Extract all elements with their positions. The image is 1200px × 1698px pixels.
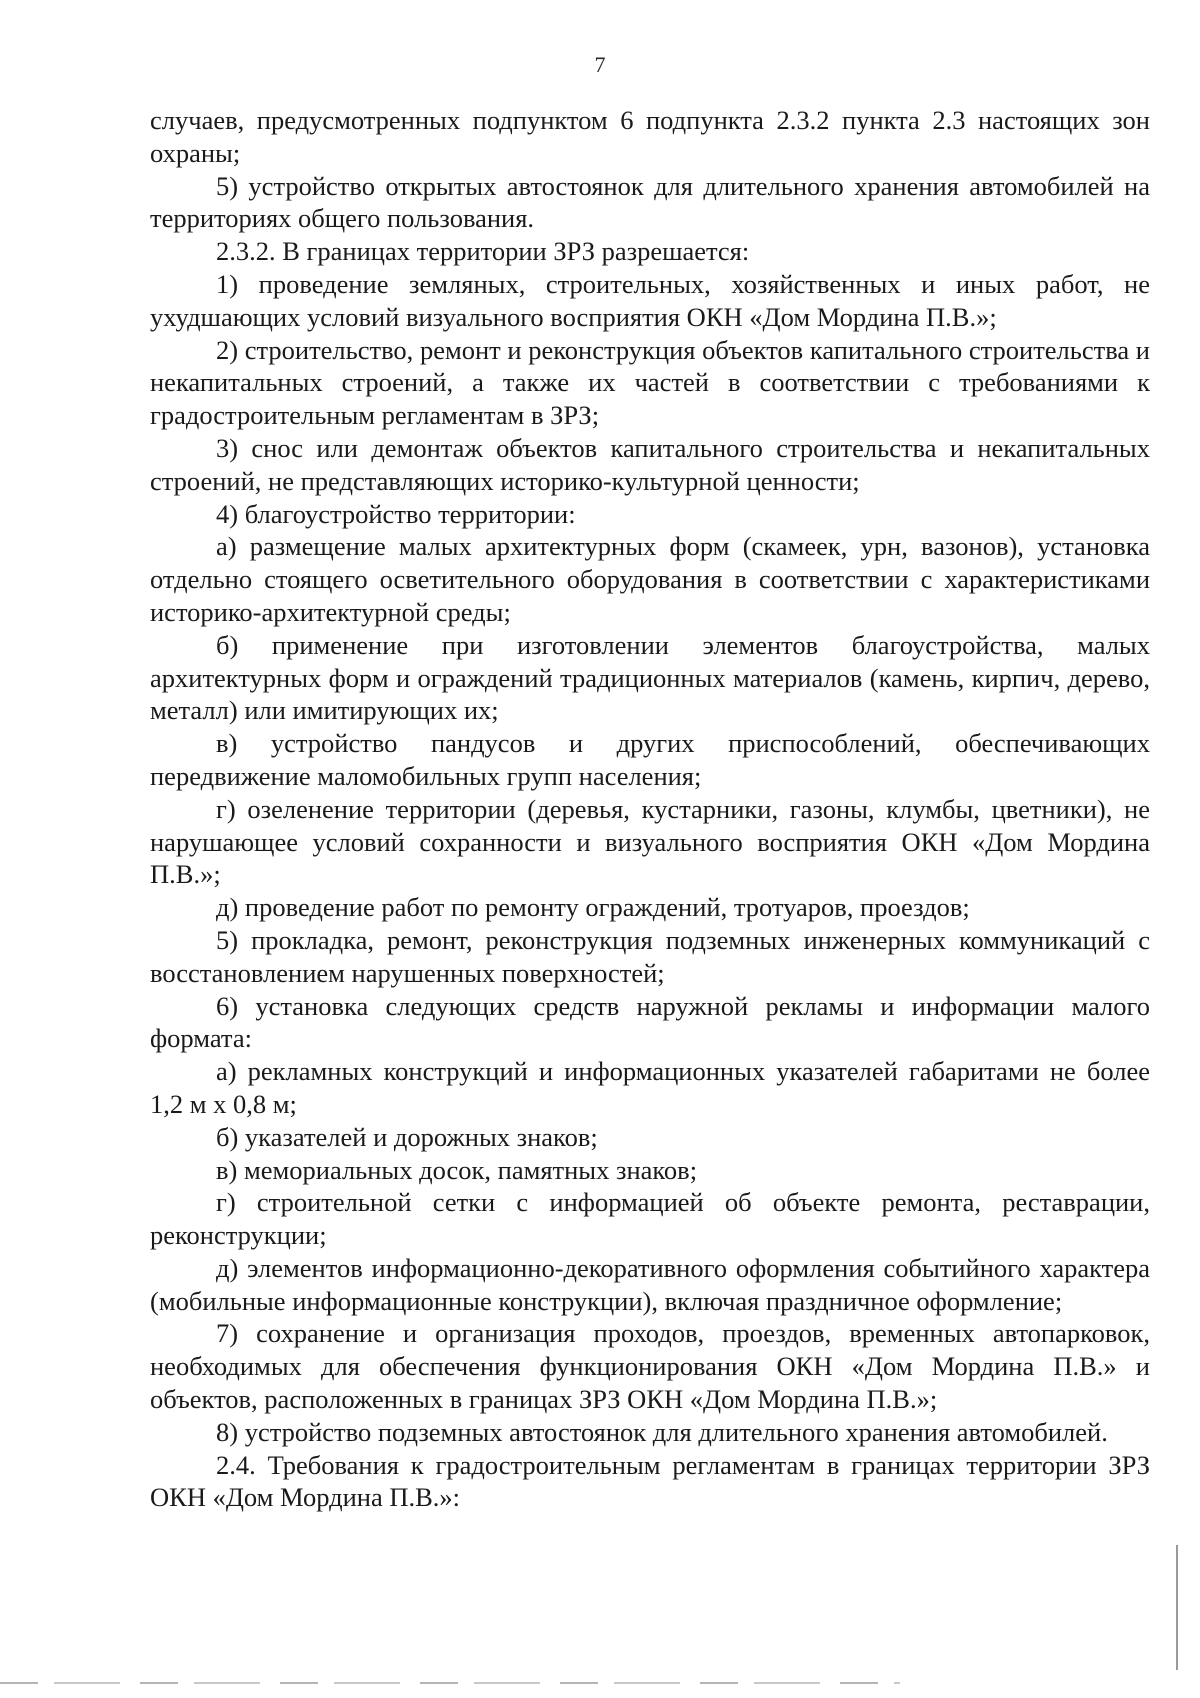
scan-bottom-mark bbox=[0, 1682, 900, 1684]
page-number: 7 bbox=[594, 52, 606, 77]
document-body bbox=[150, 104, 1150, 1514]
paragraph-item-4b: б) применение при изготовлении элементов благоустройства, малых архитектурных форм и ограждений традиционных материалов (камень, кирпич, дерево, металл) или имитирующих их; bbox=[150, 629, 1150, 726]
paragraph-item-3: 3) снос или демонтаж объектов капитального строительства и некапитальных строений, не представляющих историко-культурной ценности; bbox=[150, 432, 1150, 496]
paragraph-item-6: 6) установка следующих средств наружной рекламы и информации малого формата: bbox=[150, 990, 1150, 1054]
paragraph-section-2-4: 2.4. Требования к градостроительным регламентам в границах территории ЗРЗ ОКН «Дом Мордина П.В.»: bbox=[150, 1449, 1150, 1513]
paragraph-continuation: случаев, предусмотренных подпунктом 6 подпункта 2.3.2 пункта 2.3 настоящих зон охраны; bbox=[150, 105, 1150, 168]
paragraph-item-5-utilities: 5) прокладка, ремонт, реконструкция подземных инженерных коммуникаций с восстановлением нарушенных поверхностей; bbox=[150, 924, 1150, 988]
paragraph-item-6v: в) мемориальных досок, памятных знаков; bbox=[216, 1154, 698, 1185]
paragraph-item-4v: в) устройство пандусов и других приспособлений, обеспечивающих передвижение маломобильных групп населения; bbox=[150, 728, 1150, 791]
paragraph-item-4d: д) проведение работ по ремонту ограждений, тротуаров, проездов; bbox=[216, 892, 970, 923]
paragraph-item-5-parking: 5) устройство открытых автостоянок для длительного хранения автомобилей на территориях общего пользования. bbox=[150, 170, 1150, 234]
paragraph-section-2-3-2: 2.3.2. В границах территории ЗРЗ разрешается: bbox=[216, 236, 750, 267]
paragraph-item-6d: д) элементов информационно-декоративного оформления событийного характера (мобильные информационные конструкции), включая праздничное оформление; bbox=[150, 1252, 1150, 1316]
paragraph-item-1: 1) проведение земляных, строительных, хозяйственных и иных работ, не ухудшающих условий визуального восприятия ОКН «Дом Мордина П.В.»; bbox=[150, 268, 1150, 332]
paragraph-item-6g: г) строительной сетки с информацией об объекте ремонта, реставрации, реконструкции; bbox=[150, 1187, 1150, 1251]
paragraph-item-7: 7) сохранение и организация проходов, проездов, временных автопарковок, необходимых для обеспечения функционирования ОКН «Дом Мордина П.В.» и объектов, расположенных в границах ЗРЗ ОКН «Дом Мордина П.В.»; bbox=[150, 1318, 1150, 1415]
paragraph-item-6a: а) рекламных конструкций и информационных указателей габаритами не более 1,2 м х 0,8 м; bbox=[150, 1056, 1150, 1119]
paragraph-item-6b: б) указателей и дорожных знаков; bbox=[216, 1121, 598, 1152]
paragraph-item-4g: г) озеленение территории (деревья, кустарники, газоны, клумбы, цветники), не нарушающее условий сохранности и визуального восприятия ОКН «Дом Мордина П.В.»; bbox=[150, 793, 1150, 890]
paragraph-item-8: 8) устройство подземных автостоянок для длительного хранения автомобилей. bbox=[216, 1416, 1108, 1447]
paragraph-item-2: 2) строительство, ремонт и реконструкция объектов капитального строительства и некапитальных строений, а также их частей в соответствии с требованиями к градостроительным регламентам в ЗРЗ; bbox=[150, 334, 1150, 431]
scan-edge-mark bbox=[1176, 1545, 1178, 1670]
paragraph-item-4a: а) размещение малых архитектурных форм (скамеек, урн, вазонов), установка отдельно стоящего осветительного оборудования в соответствии с характеристиками историко-архитектурной среды; bbox=[150, 531, 1150, 627]
paragraph-item-4: 4) благоустройство территории: bbox=[216, 498, 576, 529]
